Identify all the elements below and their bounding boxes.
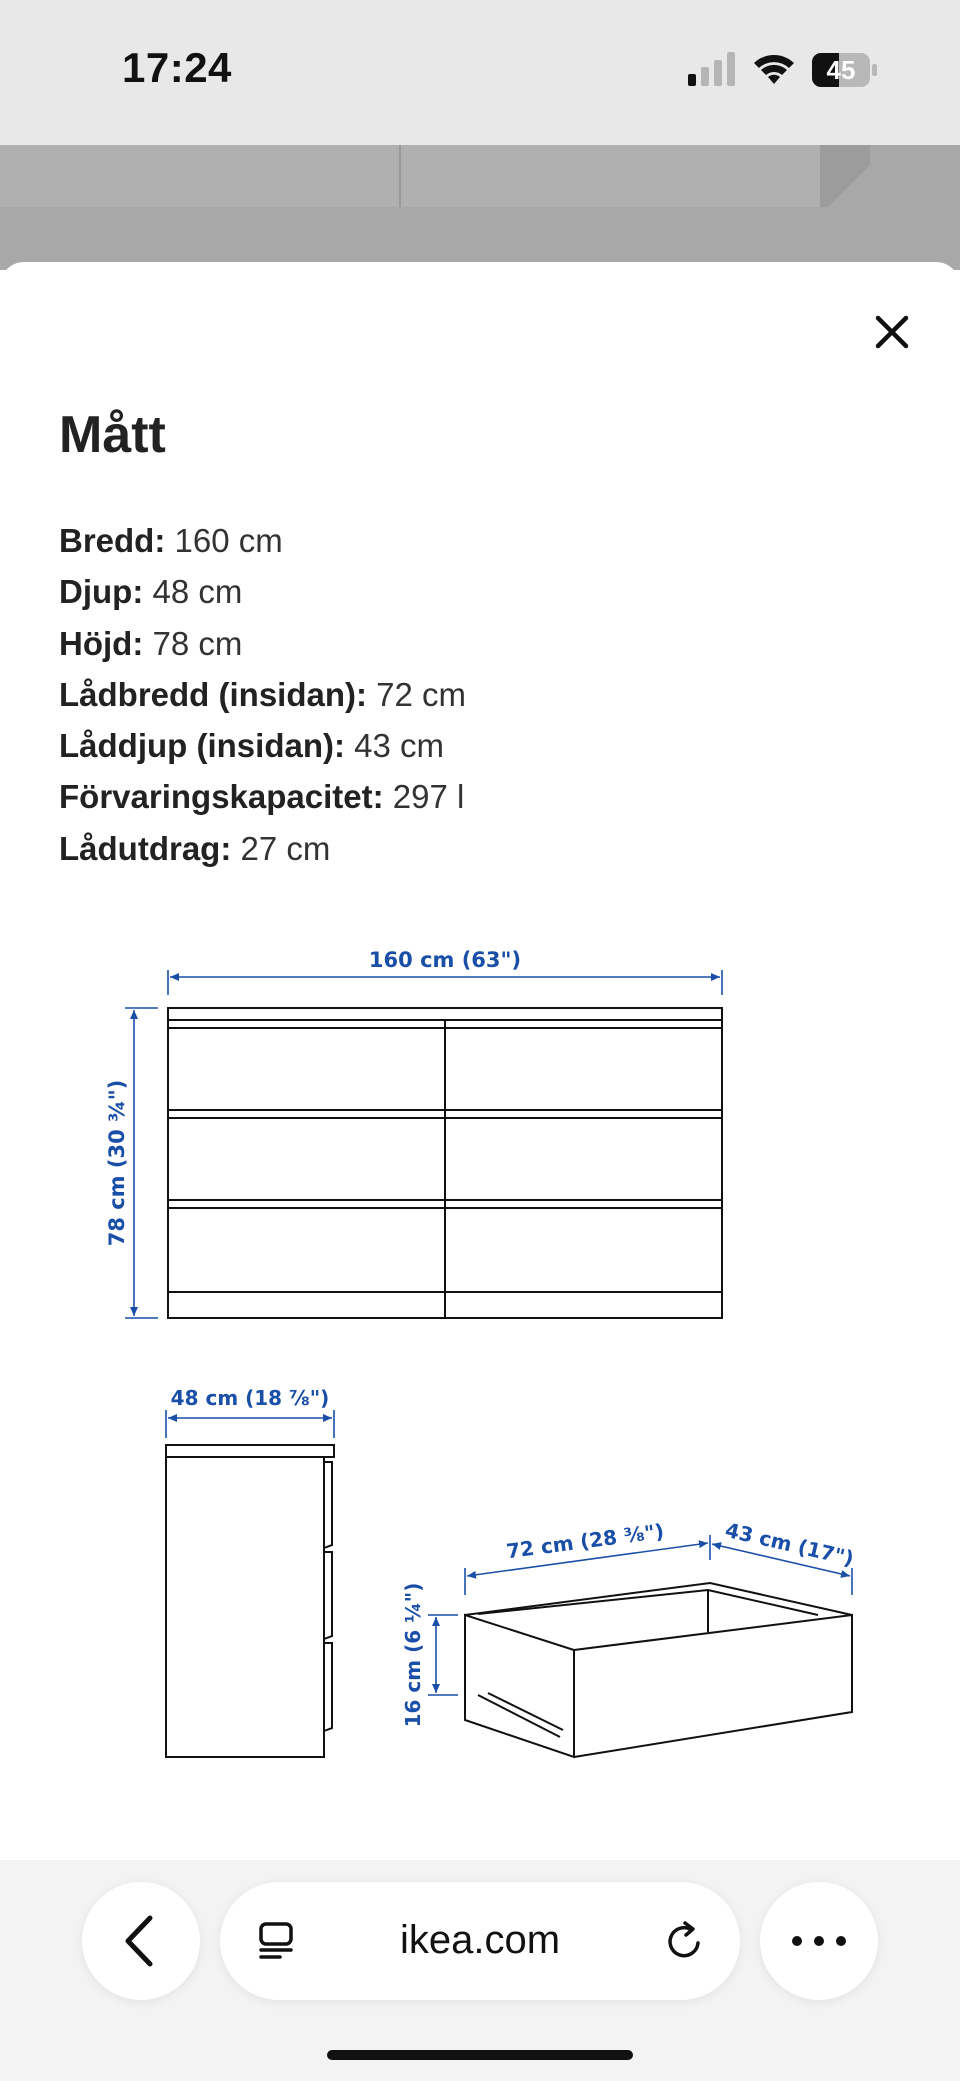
spec-value: 160 cm (165, 522, 283, 559)
back-button[interactable] (82, 1882, 200, 2000)
spec-label: Låddjup (insidan): (59, 727, 345, 765)
spec-value: 48 cm (143, 573, 243, 611)
page-title: Mått (59, 406, 166, 464)
side-view (166, 1445, 334, 1757)
address-bar[interactable] (220, 1882, 740, 2000)
tabs-icon[interactable] (252, 1916, 302, 1966)
front-view (168, 1008, 722, 1318)
spec-value: 78 cm (143, 624, 243, 662)
spec-label: Höjd: (59, 624, 144, 662)
drawer-view (465, 1583, 852, 1757)
drawer-height-label: 16 cm (6 ¼") (401, 1582, 425, 1728)
more-icon (760, 1882, 878, 2000)
drawer-width-label: 72 cm (28 ⅜") (504, 1518, 666, 1564)
drawer-depth-label: 43 cm (17") (723, 1517, 857, 1571)
spec-label: Djup: (59, 573, 144, 611)
front-dimensions (125, 970, 722, 1318)
spec-value: 72 cm (367, 675, 467, 713)
spec-label: Lådbredd (insidan): (59, 675, 367, 713)
spec-label: Förvaringskapacitet: (59, 778, 384, 816)
back-icon (82, 1882, 200, 2000)
spec-label: Bredd: (59, 522, 166, 559)
spec-value: 27 cm (231, 829, 331, 867)
spec-value: 297 l (383, 778, 465, 816)
spec-label: Lådutdrag: (59, 829, 232, 867)
status-time: 17:24 (122, 44, 232, 91)
front-width-label: 160 cm (63") (368, 948, 522, 972)
battery-level: 45 (826, 55, 856, 85)
home-indicator (327, 2050, 633, 2060)
side-dimensions (166, 1410, 334, 1438)
drawer-dimensions (428, 1535, 852, 1695)
side-depth-label: 48 cm (18 ⅞") (170, 1386, 330, 1410)
reload-icon[interactable] (660, 1916, 710, 1966)
spec-value: 43 cm (344, 727, 445, 765)
front-height-label: 78 cm (30 ¾") (105, 1079, 129, 1247)
more-button[interactable] (760, 1882, 878, 2000)
url-text[interactable]: ikea.com (399, 1918, 561, 1962)
